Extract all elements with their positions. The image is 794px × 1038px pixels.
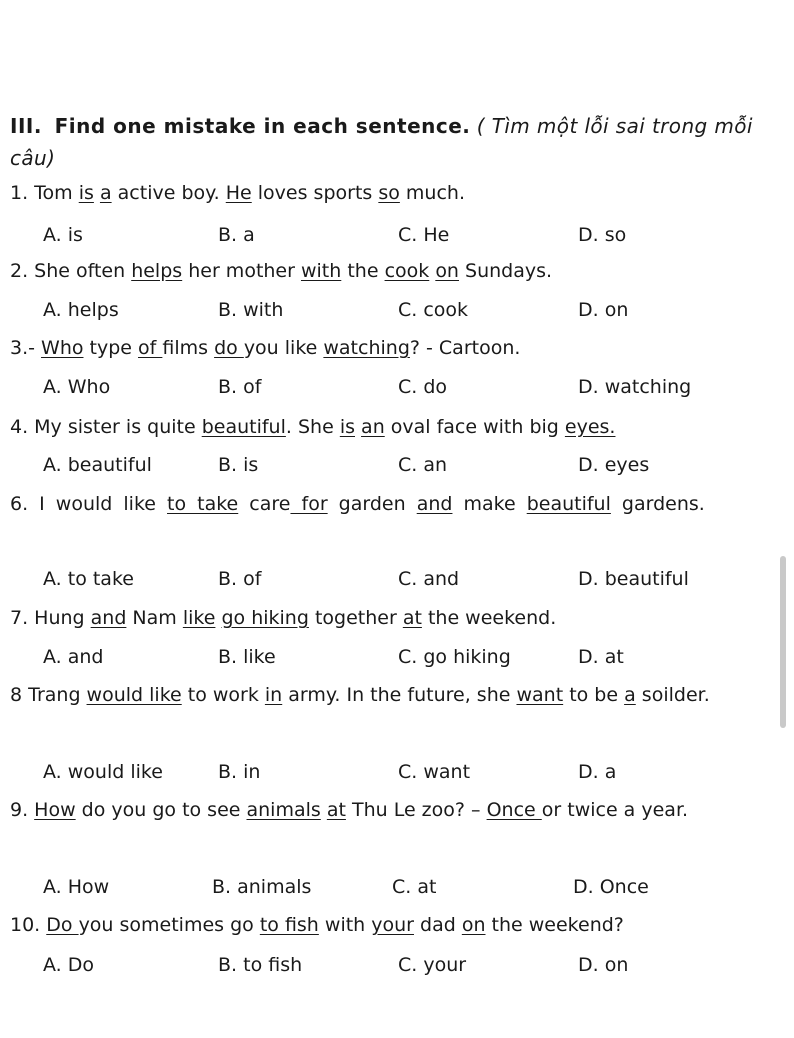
option-d: D. on <box>578 299 629 321</box>
underlined-word: and <box>90 607 127 629</box>
underlined-word: cook <box>384 260 430 282</box>
section-title: Find one mistake in each sentence. <box>54 114 471 138</box>
section-header <box>10 110 780 174</box>
underlined-word: and <box>416 493 453 515</box>
option-c: C. your <box>398 954 467 976</box>
question-9: 9. How do you go to see animals at Thu Le zoo? – Once or twice a year. <box>10 799 689 821</box>
underlined-word: with <box>300 260 342 282</box>
option-b: B. to fish <box>218 954 303 976</box>
option-b: B. a <box>218 224 255 246</box>
option-b: B. like <box>218 646 276 668</box>
option-b: B. is <box>218 454 259 476</box>
option-c: C. do <box>398 376 448 398</box>
question-1: 1. Tom is a active boy. He loves sports so much. <box>10 182 465 204</box>
option-a: A. and <box>43 646 104 668</box>
option-a: A. Who <box>43 376 111 398</box>
underlined-word: How <box>34 799 76 821</box>
option-d: D. Once <box>573 876 649 898</box>
option-a: A. would like <box>43 761 163 783</box>
underlined-word: in <box>264 684 283 706</box>
question-2: 2. She often helps her mother with the cook on Sundays. <box>10 260 553 282</box>
underlined-word: He <box>225 182 252 204</box>
option-d: D. eyes <box>578 454 650 476</box>
underlined-word: so <box>378 182 400 204</box>
question-3-options <box>0 372 794 402</box>
underlined-word: Once <box>486 799 542 821</box>
underlined-word: on <box>461 914 486 936</box>
underlined-word: animals <box>246 799 321 821</box>
section-number: III. <box>10 114 42 138</box>
option-b: B. in <box>218 761 261 783</box>
option-d: D. beautiful <box>578 568 689 590</box>
question-4-options <box>0 450 794 480</box>
underlined-word: would like <box>86 684 182 706</box>
underlined-word: want <box>516 684 564 706</box>
underlined-word: do <box>214 337 244 359</box>
underlined-word: beautiful <box>201 416 286 438</box>
option-c: C. want <box>398 761 471 783</box>
option-c: C. cook <box>398 299 469 321</box>
question-10-options <box>0 950 794 980</box>
question-10: 10. Do you sometimes go to fish with your dad on the weekend? <box>10 914 624 936</box>
underlined-word: to take <box>167 493 239 515</box>
underlined-word: go hiking <box>221 607 309 629</box>
underlined-word: is <box>339 416 355 438</box>
option-d: D. on <box>578 954 629 976</box>
option-a: A. beautiful <box>43 454 152 476</box>
question-8-options <box>0 757 794 787</box>
question-9-options <box>0 872 794 902</box>
option-b: B. of <box>218 376 262 398</box>
section-note-vietnamese: ( Tìm một lỗi sai trong mỗi câu) <box>10 114 753 170</box>
question-7: 7. Hung and Nam like go hiking together at the weekend. <box>10 607 557 629</box>
question-6: 6. I would like to take care for garden and make beautiful gardens. <box>10 493 705 515</box>
underlined-word: at <box>402 607 422 629</box>
underlined-word: Who <box>41 337 84 359</box>
option-a: A. How <box>43 876 110 898</box>
option-d: D. at <box>578 646 624 668</box>
option-d: D. a <box>578 761 617 783</box>
option-c: C. He <box>398 224 450 246</box>
option-c: C. go hiking <box>398 646 511 668</box>
underlined-word: a <box>624 684 636 706</box>
question-3: 3.- Who type of films do you like watching? - Cartoon. <box>10 337 521 359</box>
underlined-word: is <box>78 182 94 204</box>
underlined-word: beautiful <box>526 493 611 515</box>
option-a: A. to take <box>43 568 134 590</box>
option-a: A. helps <box>43 299 119 321</box>
option-a: A. is <box>43 224 83 246</box>
option-b: B. animals <box>212 876 312 898</box>
option-b: B. of <box>218 568 262 590</box>
underlined-word: a <box>99 182 112 204</box>
underlined-word: for <box>290 493 328 515</box>
underlined-word: at <box>326 799 346 821</box>
option-b: B. with <box>218 299 284 321</box>
option-a: A. Do <box>43 954 94 976</box>
question-8: 8 Trang would like to work in army. In the future, she want to be a soilder. <box>10 684 710 706</box>
option-c: C. at <box>392 876 437 898</box>
underlined-word: on <box>435 260 459 282</box>
underlined-word: your <box>371 914 414 936</box>
underlined-word: of <box>138 337 163 359</box>
underlined-word: an <box>361 416 385 438</box>
underlined-word: to fish <box>259 914 319 936</box>
question-4: 4. My sister is quite beautiful. She is an oval face with big eyes. <box>10 416 616 438</box>
option-d: D. watching <box>578 376 692 398</box>
option-c: C. an <box>398 454 448 476</box>
question-7-options <box>0 642 794 672</box>
question-6-options <box>0 564 794 594</box>
scrollbar-thumb[interactable] <box>780 556 786 728</box>
question-1-options <box>0 220 794 250</box>
underlined-word: like <box>182 607 216 629</box>
underlined-word: helps <box>131 260 183 282</box>
underlined-word: watching <box>323 337 410 359</box>
option-d: D. so <box>578 224 627 246</box>
underlined-word: Do <box>46 914 79 936</box>
question-2-options <box>0 295 794 325</box>
underlined-word: eyes. <box>564 416 616 438</box>
option-c: C. and <box>398 568 460 590</box>
